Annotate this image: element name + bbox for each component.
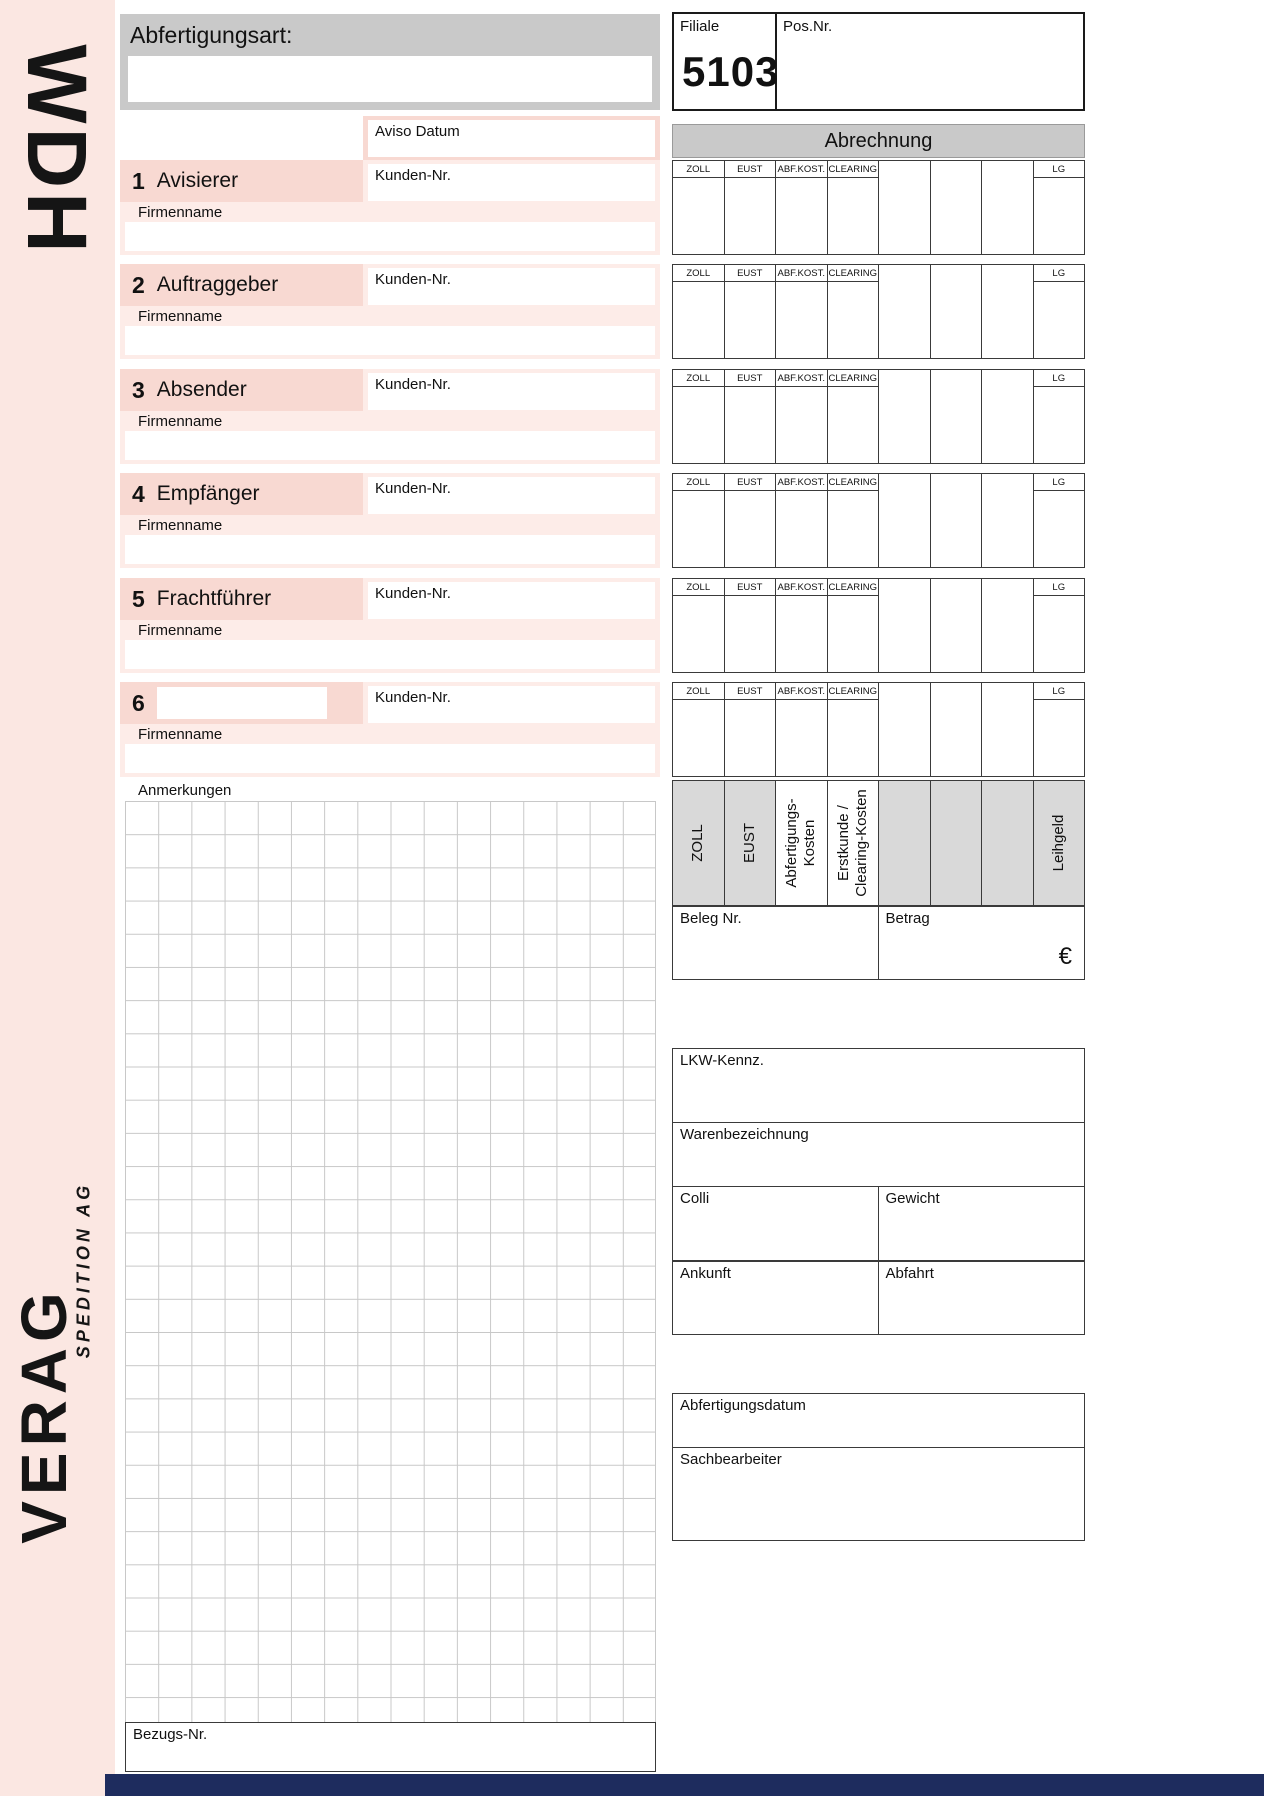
lg-cell[interactable] xyxy=(1034,683,1085,776)
zoll-cell[interactable] xyxy=(673,579,725,672)
party-section-6 xyxy=(120,682,660,777)
filiale-box xyxy=(674,14,780,109)
col-header-eust: EUST xyxy=(725,265,776,282)
blank-cell[interactable] xyxy=(879,161,931,254)
col-header-clearing: CLEARING xyxy=(828,579,879,596)
firmenname-field[interactable] xyxy=(125,640,655,669)
blank-legend-cell xyxy=(982,781,1034,905)
col-header-lg: LG xyxy=(1034,579,1085,596)
blank-cell[interactable] xyxy=(879,265,931,358)
beleg-betrag-section xyxy=(672,906,1085,980)
party-number: 5 xyxy=(132,585,145,612)
party-number: 3 xyxy=(132,376,145,403)
eust-cell[interactable] xyxy=(725,161,777,254)
party-name: Empfänger xyxy=(156,482,260,505)
abfertigungskosten-legend-cell xyxy=(776,781,828,905)
blank-legend-cell xyxy=(931,781,983,905)
colli-field[interactable] xyxy=(673,1187,879,1260)
col-header-clearing: CLEARING xyxy=(828,161,879,178)
lkw-kennz-label: LKW-Kennz. xyxy=(680,1052,764,1069)
firmenname-field[interactable] xyxy=(125,431,655,460)
col-header-lg: LG xyxy=(1034,683,1085,700)
aviso-datum-label: Aviso Datum xyxy=(375,123,460,140)
kunden-nr-field[interactable] xyxy=(368,164,655,201)
abfertigungskosten-label-line2: Kosten xyxy=(801,819,819,867)
lg-cell[interactable] xyxy=(1034,474,1085,567)
clearing-cell[interactable] xyxy=(828,161,880,254)
eust-cell[interactable] xyxy=(725,579,777,672)
blank-cell[interactable] xyxy=(931,683,983,776)
kunden-nr-field[interactable] xyxy=(368,373,655,410)
kunden-nr-field[interactable] xyxy=(368,686,655,723)
abrechnung-header: Abrechnung xyxy=(672,124,1085,158)
party-number: 4 xyxy=(132,480,145,507)
abrechnung-row-5 xyxy=(672,578,1085,673)
blank-cell[interactable] xyxy=(879,579,931,672)
verag-logo: VERAG xyxy=(8,1286,80,1544)
abrechnung-row-3 xyxy=(672,369,1085,464)
sidebar xyxy=(0,0,115,1796)
zoll-cell[interactable] xyxy=(673,265,725,358)
party-name-strip xyxy=(120,578,363,620)
party-name-strip xyxy=(120,682,363,724)
leihgeld-legend-cell xyxy=(1034,781,1085,905)
firmenname-label: Firmenname xyxy=(138,204,223,221)
zoll-cell[interactable] xyxy=(673,161,725,254)
abfkost-cell[interactable] xyxy=(776,265,828,358)
kunden-nr-label: Kunden-Nr. xyxy=(375,376,451,393)
blank-cell[interactable] xyxy=(982,161,1034,254)
clearing-cell[interactable] xyxy=(828,370,880,463)
blank-cell[interactable] xyxy=(931,370,983,463)
abrechnung-row-6 xyxy=(672,682,1085,777)
blank-cell[interactable] xyxy=(879,683,931,776)
abfahrt-label: Abfahrt xyxy=(885,1265,934,1282)
warenbezeichnung-field[interactable] xyxy=(673,1123,1084,1187)
zoll-cell[interactable] xyxy=(673,474,725,567)
col-header-zoll: ZOLL xyxy=(673,579,724,596)
abfkost-cell[interactable] xyxy=(776,370,828,463)
col-header-lg: LG xyxy=(1034,474,1085,491)
bezugs-nr-label: Bezugs-Nr. xyxy=(133,1726,208,1743)
col-header-eust: EUST xyxy=(725,161,776,178)
lg-cell[interactable] xyxy=(1034,579,1085,672)
party-name: Absender xyxy=(156,378,247,401)
party-number: 1 xyxy=(132,167,145,194)
verag-subtitle: SPEDITION AG xyxy=(73,1181,94,1359)
bezugs-nr-field[interactable] xyxy=(125,1722,656,1772)
clearingkosten-label-line1: Erstkunde / xyxy=(834,805,852,881)
filiale-posnr-section xyxy=(672,12,1085,111)
zoll-legend-cell xyxy=(673,781,725,905)
kunden-nr-label: Kunden-Nr. xyxy=(375,480,451,497)
abrechnung-row-1 xyxy=(672,160,1085,255)
sachbearbeiter-field[interactable] xyxy=(673,1448,1084,1540)
abfertigungsart-field[interactable] xyxy=(128,56,652,102)
blank-cell[interactable] xyxy=(931,265,983,358)
party-name-strip xyxy=(120,160,363,202)
ankunft-field[interactable] xyxy=(673,1262,879,1334)
col-header-abfkost: ABF.KOST. xyxy=(776,683,827,700)
blank-legend-cell xyxy=(879,781,931,905)
firmenname-field[interactable] xyxy=(125,535,655,564)
blank-cell[interactable] xyxy=(982,370,1034,463)
kunden-nr-field[interactable] xyxy=(368,268,655,305)
firmenname-label: Firmenname xyxy=(138,726,223,743)
abfkost-cell[interactable] xyxy=(776,474,828,567)
blank-cell[interactable] xyxy=(931,579,983,672)
clearingkosten-legend-cell xyxy=(828,781,880,905)
aviso-datum-field[interactable] xyxy=(363,116,660,162)
gewicht-field[interactable] xyxy=(879,1187,1085,1260)
firmenname-field[interactable] xyxy=(125,744,655,773)
col-header-clearing: CLEARING xyxy=(828,683,879,700)
abfertigungsart-section xyxy=(120,14,660,110)
kunden-nr-label: Kunden-Nr. xyxy=(375,167,451,184)
ankunft-label: Ankunft xyxy=(680,1265,731,1282)
col-header-lg: LG xyxy=(1034,265,1085,282)
abrechnung-row-2 xyxy=(672,264,1085,359)
party-name: Auftraggeber xyxy=(156,273,279,296)
blank-cell[interactable] xyxy=(931,161,983,254)
abfertigungskosten-label-line1: Abfertigungs- xyxy=(783,798,801,888)
euro-sign: € xyxy=(1058,943,1072,970)
blank-cell[interactable] xyxy=(982,579,1034,672)
colli-gewicht-row xyxy=(673,1187,1084,1261)
gewicht-label: Gewicht xyxy=(885,1190,940,1207)
abfertigungsart-label: Abfertigungsart: xyxy=(130,22,293,48)
col-header-abfkost: ABF.KOST. xyxy=(776,265,827,282)
posnr-field[interactable] xyxy=(777,14,1083,109)
party-name-strip xyxy=(120,369,363,411)
blank-cell[interactable] xyxy=(982,265,1034,358)
blank-cell[interactable] xyxy=(879,370,931,463)
zoll-cell[interactable] xyxy=(673,370,725,463)
col-header-eust: EUST xyxy=(725,474,776,491)
eust-cell[interactable] xyxy=(725,265,777,358)
party-section-frachtfuehrer xyxy=(120,578,660,673)
party-section-avisierer xyxy=(120,160,660,255)
col-header-eust: EUST xyxy=(725,370,776,387)
lg-cell[interactable] xyxy=(1034,161,1085,254)
party-name: Avisierer xyxy=(156,169,239,192)
col-header-clearing: CLEARING xyxy=(828,370,879,387)
anmerkungen-grid[interactable] xyxy=(125,801,656,1723)
bottom-bar xyxy=(105,1774,1264,1796)
col-header-abfkost: ABF.KOST. xyxy=(776,579,827,596)
party-name: Frachtführer xyxy=(156,587,272,610)
abfahrt-field[interactable] xyxy=(879,1262,1085,1334)
col-header-clearing: CLEARING xyxy=(828,474,879,491)
eust-cell[interactable] xyxy=(725,474,777,567)
col-header-clearing: CLEARING xyxy=(828,265,879,282)
party-number: 2 xyxy=(132,271,145,298)
lg-cell[interactable] xyxy=(1034,265,1085,358)
firmenname-label: Firmenname xyxy=(138,622,223,639)
beleg-nr-field[interactable] xyxy=(673,907,879,979)
colli-label: Colli xyxy=(680,1190,710,1207)
clearing-cell[interactable] xyxy=(828,579,880,672)
firmenname-field[interactable] xyxy=(125,222,655,251)
party-number: 6 xyxy=(132,689,145,716)
shipment-section xyxy=(672,1048,1085,1335)
clearingkosten-label-line2: Clearing-Kosten xyxy=(852,789,870,897)
clearing-cell[interactable] xyxy=(828,474,880,567)
party-name-strip xyxy=(120,473,363,515)
party-name-strip xyxy=(120,264,363,306)
kunden-nr-label: Kunden-Nr. xyxy=(375,689,451,706)
blank-cell[interactable] xyxy=(982,474,1034,567)
processing-section xyxy=(672,1393,1085,1541)
blank-cell[interactable] xyxy=(982,683,1034,776)
zoll-cell[interactable] xyxy=(673,683,725,776)
eust-cell[interactable] xyxy=(725,683,777,776)
abrechnung-row-4 xyxy=(672,473,1085,568)
col-header-eust: EUST xyxy=(725,683,776,700)
col-header-abfkost: ABF.KOST. xyxy=(776,370,827,387)
col-header-zoll: ZOLL xyxy=(673,265,724,282)
abfkost-cell[interactable] xyxy=(776,161,828,254)
col-header-zoll: ZOLL xyxy=(673,161,724,178)
filiale-value: 5103 xyxy=(682,48,780,95)
col-header-lg: LG xyxy=(1034,370,1085,387)
beleg-nr-label: Beleg Nr. xyxy=(680,910,742,927)
blank-cell[interactable] xyxy=(931,474,983,567)
abfkost-cell[interactable] xyxy=(776,579,828,672)
kunden-nr-label: Kunden-Nr. xyxy=(375,271,451,288)
abfkost-cell[interactable] xyxy=(776,683,828,776)
party-section-auftraggeber xyxy=(120,264,660,359)
col-header-abfkost: ABF.KOST. xyxy=(776,474,827,491)
kunden-nr-field[interactable] xyxy=(368,582,655,619)
kunden-nr-field[interactable] xyxy=(368,477,655,514)
eust-vertical-label: EUST xyxy=(740,822,758,864)
firmenname-label: Firmenname xyxy=(138,413,223,430)
col-header-abfkost: ABF.KOST. xyxy=(776,161,827,178)
posnr-label: Pos.Nr. xyxy=(783,18,833,35)
kunden-nr-label: Kunden-Nr. xyxy=(375,585,451,602)
betrag-field[interactable] xyxy=(879,907,1085,979)
eust-legend-cell xyxy=(725,781,777,905)
clearing-cell[interactable] xyxy=(828,683,880,776)
ankunft-abfahrt-row xyxy=(673,1261,1084,1334)
abfertigungsdatum-label: Abfertigungsdatum xyxy=(680,1397,806,1414)
party-section-absender xyxy=(120,369,660,464)
party-name-field[interactable] xyxy=(157,687,327,719)
filiale-label: Filiale xyxy=(680,18,720,35)
anmerkungen-label: Anmerkungen xyxy=(138,782,232,799)
aviso-datum-input[interactable] xyxy=(368,120,655,157)
eust-cell[interactable] xyxy=(725,370,777,463)
col-header-zoll: ZOLL xyxy=(673,683,724,700)
zoll-vertical-label: ZOLL xyxy=(689,824,707,862)
warenbezeichnung-label: Warenbezeichnung xyxy=(680,1126,809,1143)
abfertigungsdatum-field[interactable] xyxy=(673,1394,1084,1448)
party-section-empfaenger xyxy=(120,473,660,568)
leihgeld-vertical-label: Leihgeld xyxy=(1049,814,1067,872)
col-header-lg: LG xyxy=(1034,161,1085,178)
lg-cell[interactable] xyxy=(1034,370,1085,463)
col-header-eust: EUST xyxy=(725,579,776,596)
firmenname-label: Firmenname xyxy=(138,308,223,325)
blank-cell[interactable] xyxy=(879,474,931,567)
wdh-logo: WDH xyxy=(10,44,104,257)
firmenname-field[interactable] xyxy=(125,326,655,355)
cost-column-legend xyxy=(672,780,1085,906)
lkw-kennz-field[interactable] xyxy=(673,1049,1084,1123)
sachbearbeiter-label: Sachbearbeiter xyxy=(680,1451,782,1468)
col-header-zoll: ZOLL xyxy=(673,370,724,387)
betrag-label: Betrag xyxy=(885,910,930,927)
firmenname-label: Firmenname xyxy=(138,517,223,534)
clearing-cell[interactable] xyxy=(828,265,880,358)
col-header-zoll: ZOLL xyxy=(673,474,724,491)
